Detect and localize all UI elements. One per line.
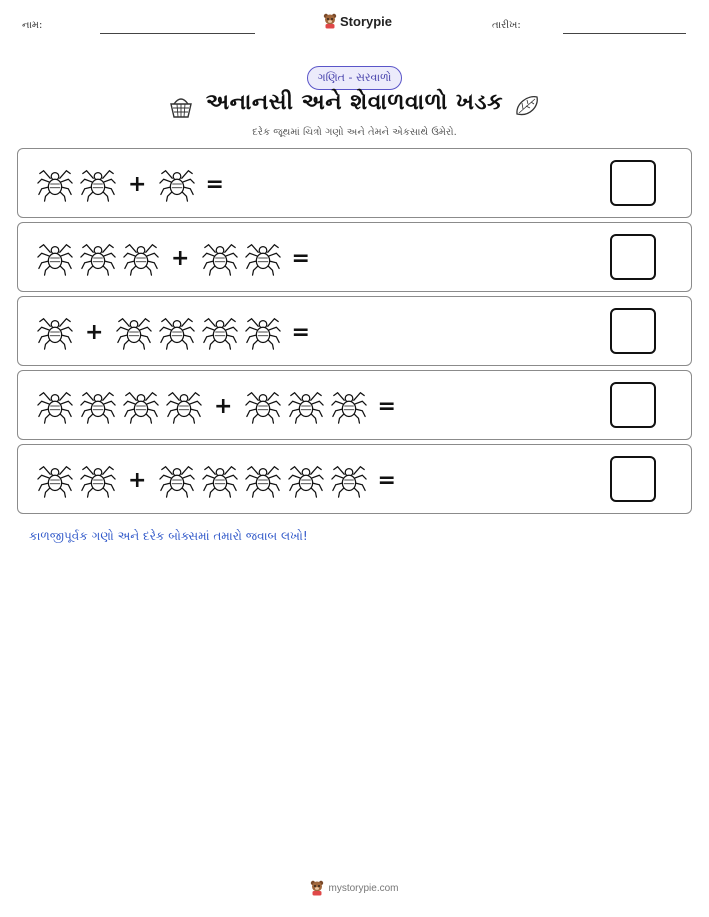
spider-icon: [79, 165, 117, 203]
spider-icon: [79, 239, 117, 277]
addition-expression: [36, 149, 224, 219]
plus-sign: +: [128, 171, 147, 197]
spider-icon: [287, 387, 325, 425]
instructions: દરેક જૂથમાં ચિત્રો ગણો અને તેમને એકસાથે ઉમેરો.: [252, 127, 457, 138]
answer-note: કાળજીપૂર્વક ગણો અને દરેક બોક્સમાં તમારો જવાબ લખો!: [29, 529, 308, 543]
spider-icon: [165, 387, 203, 425]
spider-icon: [36, 387, 74, 425]
answer-box[interactable]: [610, 160, 656, 206]
equals-sign: =: [291, 319, 310, 345]
addition-expression: [36, 223, 310, 293]
answer-box[interactable]: [610, 234, 656, 280]
bear-mascot-icon: [310, 880, 324, 896]
spider-icon: [122, 387, 160, 425]
plus-sign: +: [85, 319, 104, 345]
problem-row: [17, 222, 692, 292]
spider-icon: [36, 165, 74, 203]
answer-box[interactable]: [610, 456, 656, 502]
answer-box[interactable]: [610, 382, 656, 428]
equals-sign: =: [377, 393, 396, 419]
spider-icon: [330, 461, 368, 499]
equals-sign: =: [205, 171, 224, 197]
equals-sign: =: [377, 467, 396, 493]
equals-sign: =: [291, 245, 310, 271]
spider-icon: [244, 387, 282, 425]
name-label: નામ:: [22, 20, 43, 31]
spider-icon: [244, 239, 282, 277]
footer: [0, 880, 709, 896]
spider-icon: [244, 461, 282, 499]
page-title: અનાનસી અને શેવાળવાળો ખડક: [205, 90, 504, 115]
spider-icon: [244, 313, 282, 351]
spider-icon: [201, 461, 239, 499]
spider-icon: [201, 239, 239, 277]
spider-icon: [201, 313, 239, 351]
answer-box[interactable]: [610, 308, 656, 354]
spider-icon: [158, 165, 196, 203]
plus-sign: +: [214, 393, 233, 419]
spider-icon: [287, 461, 325, 499]
spider-icon: [330, 387, 368, 425]
spider-icon: [79, 387, 117, 425]
problem-row: [17, 296, 692, 366]
spider-icon: [79, 461, 117, 499]
date-label: તારીખ:: [492, 20, 521, 31]
addition-expression: [36, 297, 310, 367]
plus-sign: +: [128, 467, 147, 493]
brand-logo: [323, 13, 392, 29]
spider-icon: [36, 461, 74, 499]
spider-icon: [158, 313, 196, 351]
spider-icon: [122, 239, 160, 277]
problem-row: [17, 444, 692, 514]
leaf-rock-icon: [514, 93, 540, 119]
addition-expression: [36, 445, 396, 515]
subject-badge: ગણિત - સરવાળો: [307, 66, 402, 90]
name-line[interactable]: [100, 33, 255, 34]
brand-name: Storypie: [340, 13, 393, 29]
spider-icon: [36, 313, 74, 351]
footer-url[interactable]: mystorypie.com: [328, 882, 399, 894]
spider-icon: [36, 239, 74, 277]
problem-row: [17, 370, 692, 440]
problem-row: [17, 148, 692, 218]
addition-expression: [36, 371, 396, 441]
date-line[interactable]: [563, 33, 686, 34]
spider-icon: [115, 313, 153, 351]
bear-mascot-icon: [323, 13, 337, 29]
spider-icon: [158, 461, 196, 499]
plus-sign: +: [171, 245, 190, 271]
